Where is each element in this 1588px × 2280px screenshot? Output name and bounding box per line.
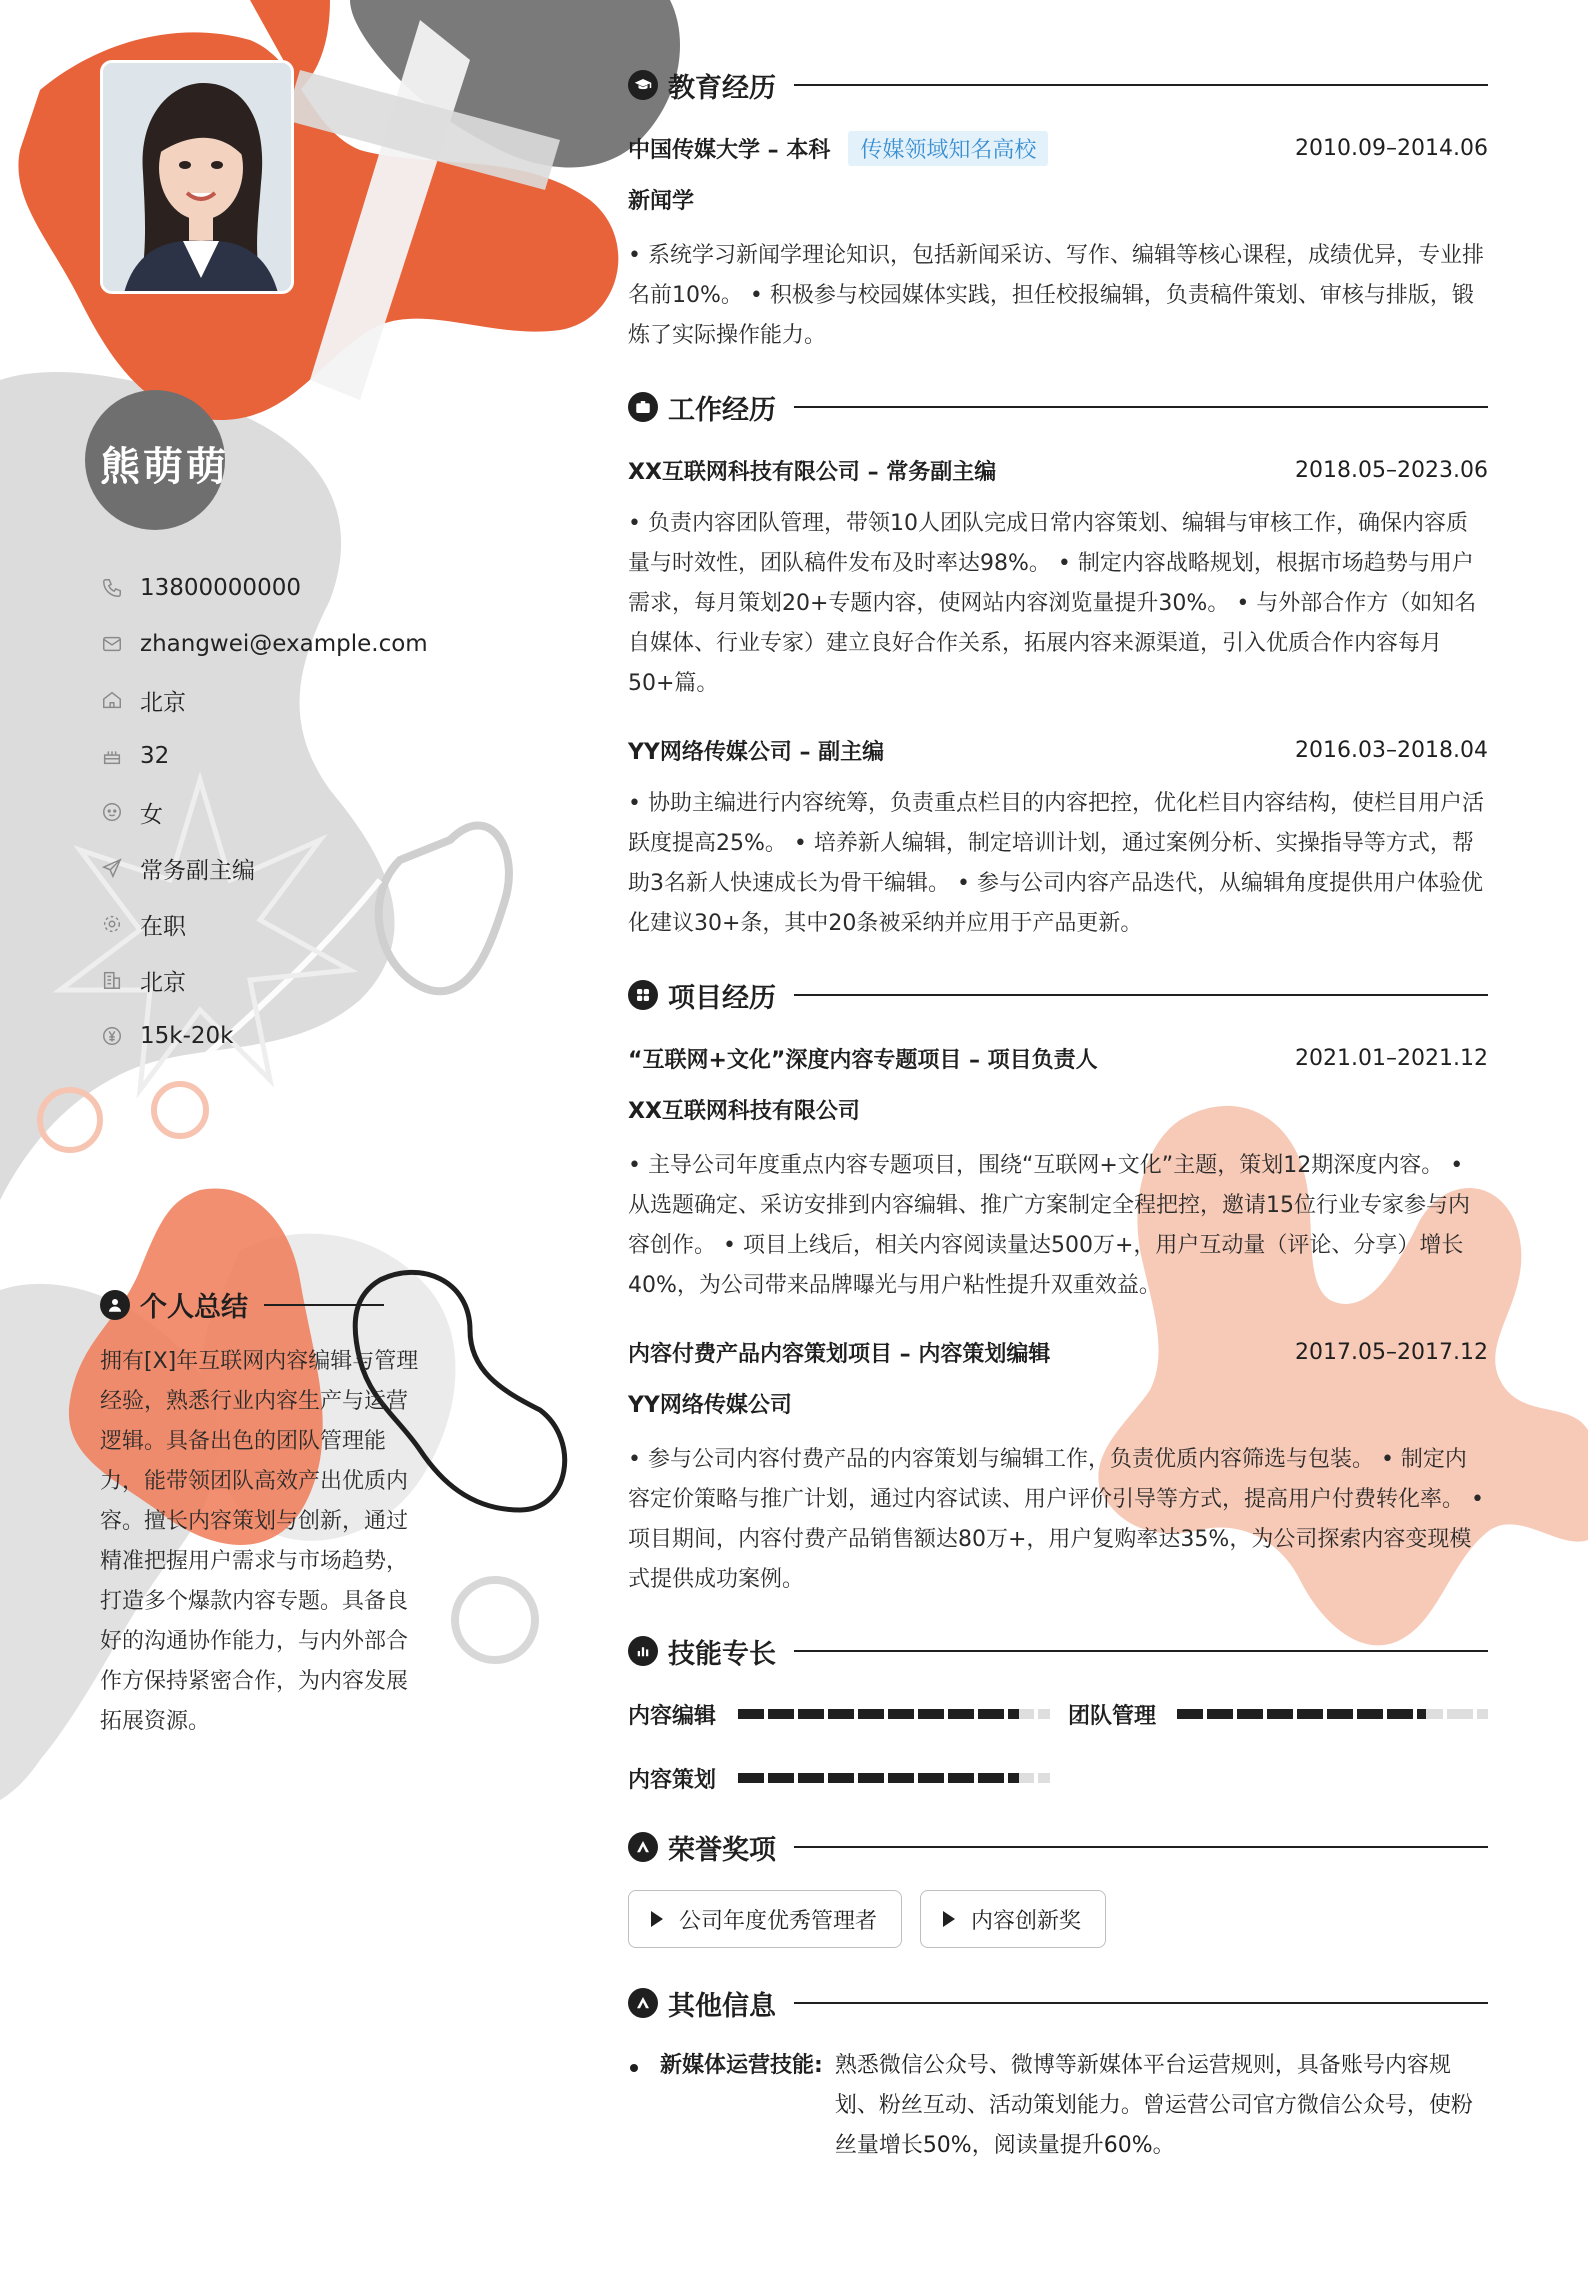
education-entry: [628, 128, 1488, 356]
skills-list: [628, 1694, 1488, 1798]
education-entry-head: [628, 128, 1488, 168]
project-company: YY网络传媒公司: [628, 1393, 792, 1418]
award-label: 公司年度优秀管理者: [679, 1908, 878, 1934]
status-icon: [100, 912, 124, 936]
other-divider: [794, 2002, 1488, 2004]
project-entry: [628, 1332, 1488, 1600]
award-label: 内容创新奖: [971, 1908, 1082, 1934]
work-divider: [794, 406, 1488, 408]
salary-value: 15k-20k: [140, 1023, 234, 1049]
awards-divider: [794, 1846, 1488, 1848]
education-divider: [794, 84, 1488, 86]
cake-icon: [100, 744, 124, 768]
skill-bar: [738, 1709, 1050, 1719]
position-value: 常务副主编: [140, 857, 255, 884]
school-tag: 传媒领域知名高校: [848, 131, 1048, 166]
awards-header: [628, 1822, 1488, 1872]
work-entry-head: XX互联网科技有限公司 – 常务副主编: [628, 459, 997, 485]
summary-section: [100, 1285, 420, 1742]
location-value: 北京: [140, 689, 186, 716]
awards-section: [628, 1822, 1488, 1948]
info-age: [100, 728, 428, 784]
work-entry-desc: • 负责内容团队管理，带领10人团队完成日常内容策划、编辑与审核工作，确保内容质量与时效性，团队稿件发布及时率达98%。 • 制定内容战略规划，根据市场趋势与用户需求，每月策划20+专题内容，使网站内容浏览量提升30%。 • 与外部合作方（如知名自媒体、行业专家）建立良好合作关系，拓展内容来源渠道，引入优质合作内容每月50+篇。: [628, 511, 1477, 696]
phone-icon: [100, 576, 124, 600]
graduation-cap-icon: [628, 70, 658, 100]
skill-item: [1068, 1694, 1488, 1734]
skill-item: [628, 1694, 1068, 1734]
info-badge-icon: [628, 1988, 658, 2018]
education-date: 2010.09–2014.06: [1295, 135, 1488, 161]
awards-title: 荣誉奖项: [668, 1834, 776, 1866]
summary-text: 拥有[X]年互联网内容编辑与管理经验，熟悉行业内容生产与运营逻辑。具备出色的团队管理能力，能带领团队高效产出优质内容。擅长内容策划与创新，通过精准把握用户需求与市场趋势，打造多个爆款内容专题。具备良好的沟通协作能力，与内外部合作方保持紧密合作，为内容发展拓展资源。: [100, 1349, 419, 1734]
info-email: [100, 616, 428, 672]
info-salary: [100, 1008, 428, 1064]
other-section: [628, 1978, 1488, 2166]
avatar: [103, 63, 294, 294]
project-entry: [628, 1038, 1488, 1306]
skills-header: [628, 1626, 1488, 1676]
education-title: 教育经历: [668, 72, 776, 104]
other-title: 其他信息: [668, 1990, 776, 2022]
play-icon: [943, 1911, 955, 1927]
project-company: XX互联网科技有限公司: [628, 1099, 860, 1124]
summary-title: 个人总结: [140, 1292, 248, 1323]
info-gender: [100, 784, 428, 840]
skills-title: 技能专长: [668, 1638, 776, 1670]
info-city: [100, 952, 428, 1008]
main-column: [628, 60, 1488, 2188]
other-text: 熟悉微信公众号、微博等新媒体平台运营规则，具备账号内容规划、粉丝互动、活动策划能力。曾运营公司官方微信公众号，使粉丝量增长50%，阅读量提升60%。: [834, 2053, 1473, 2158]
skill-name: 内容编辑: [628, 1703, 717, 1729]
project-entry-head: 内容付费产品内容策划项目 – 内容策划编辑: [628, 1341, 1051, 1367]
work-header: [628, 382, 1488, 432]
skill-bar: [738, 1773, 1050, 1783]
contact-info-list: [100, 560, 428, 1064]
skills-section: [628, 1626, 1488, 1798]
send-icon: [100, 856, 124, 880]
other-label: 新媒体运营技能:: [660, 2053, 823, 2078]
profile-photo: [100, 60, 294, 294]
other-header: [628, 1978, 1488, 2028]
skill-bar: [1177, 1709, 1488, 1719]
project-entry-date: 2021.01–2021.12: [1295, 1045, 1488, 1071]
info-status: [100, 896, 428, 952]
bullet-dot: [630, 2064, 638, 2072]
work-entry: [628, 450, 1488, 704]
work-title: 工作经历: [668, 394, 776, 426]
building-icon: [100, 968, 124, 992]
age-value: 32: [140, 743, 170, 769]
bar-chart-icon: [628, 1636, 658, 1666]
user-icon: [100, 1290, 130, 1320]
info-position: [100, 840, 428, 896]
grid-icon: [628, 980, 658, 1010]
skills-divider: [794, 1650, 1488, 1652]
mail-icon: [100, 632, 124, 656]
education-major: 新闻学: [628, 189, 695, 214]
yen-icon: [100, 1024, 124, 1048]
work-entry-head: YY网络传媒公司 – 副主编: [628, 739, 885, 765]
work-entry: [628, 730, 1488, 944]
skill-name: 团队管理: [1068, 1703, 1157, 1729]
peach-ring-2: [154, 1084, 206, 1136]
gender-value: 女: [140, 801, 163, 828]
education-desc: • 系统学习新闻学理论知识，包括新闻采访、写作、编辑等核心课程，成绩优异，专业排名前10%。 • 积极参与校园媒体实践，担任校报编辑，负责稿件策划、审核与排版，锻炼了实际操作能力。: [628, 243, 1484, 348]
projects-title: 项目经历: [668, 982, 776, 1014]
projects-header: [628, 970, 1488, 1020]
summary-divider: [264, 1304, 384, 1306]
gray-ring: [455, 1580, 535, 1660]
work-section: [628, 382, 1488, 944]
skill-name: 内容策划: [628, 1767, 717, 1793]
candidate-name: 熊萌萌: [100, 444, 229, 490]
project-entry-date: 2017.05–2017.12: [1295, 1339, 1488, 1365]
work-entry-date: 2018.05–2023.06: [1295, 457, 1488, 483]
home-icon: [100, 688, 124, 712]
education-header: [628, 60, 1488, 110]
project-entry-head: “互联网+文化”深度内容专题项目 – 项目负责人: [628, 1047, 1098, 1073]
work-entry-date: 2016.03–2018.04: [1295, 737, 1488, 763]
other-item: [628, 2046, 1488, 2166]
briefcase-icon: [628, 392, 658, 422]
info-location: [100, 672, 428, 728]
school-name: 中国传媒大学 – 本科: [628, 137, 831, 163]
award-item: [628, 1890, 902, 1948]
info-phone: [100, 560, 428, 616]
status-value: 在职: [140, 913, 186, 940]
skill-item: [628, 1758, 1068, 1798]
play-icon: [651, 1911, 663, 1927]
work-entry-desc: • 协助主编进行内容统筹，负责重点栏目的内容把控，优化栏目内容结构，使栏目用户活跃度提高25%。 • 培养新人编辑，制定培训计划，通过案例分析、实操指导等方式，帮助3名新人快速成长为骨干编辑。 • 参与公司内容产品迭代，从编辑角度提供用户体验优化建议30+条，其中20条被采纳并应用于产品更新。: [628, 791, 1484, 936]
face-icon: [100, 800, 124, 824]
award-item: [920, 1890, 1106, 1948]
projects-section: [628, 970, 1488, 1600]
phone-value: 13800000000: [140, 575, 301, 601]
projects-divider: [794, 994, 1488, 996]
city-value: 北京: [140, 969, 186, 996]
summary-header: [100, 1285, 420, 1324]
education-section: [628, 60, 1488, 356]
awards-list: [628, 1890, 1488, 1948]
project-entry-desc: • 主导公司年度重点内容专题项目，围绕“互联网+文化”主题，策划12期深度内容。 • 从选题确定、采访安排到内容编辑、推广方案制定全程把控，邀请15位行业专家参与内容创作。 • 项目上线后，相关内容阅读量达500万+，用户互动量（评论、分享）增长40%，为公司带来品牌曝光与用户粘性提升双重效益。: [628, 1153, 1470, 1298]
project-entry-desc: • 参与公司内容付费产品的内容策划与编辑工作，负责优质内容筛选与包装。 • 制定内容定价策略与推广计划，通过内容试读、用户评价引导等方式，提高用户付费转化率。 • 项目期间，内容付费产品销售额达80万+，用户复购率达35%，为公司探索内容变现模式提供成功案例。: [628, 1447, 1484, 1592]
email-value: zhangwei@example.com: [140, 631, 428, 657]
award-icon: [628, 1832, 658, 1862]
